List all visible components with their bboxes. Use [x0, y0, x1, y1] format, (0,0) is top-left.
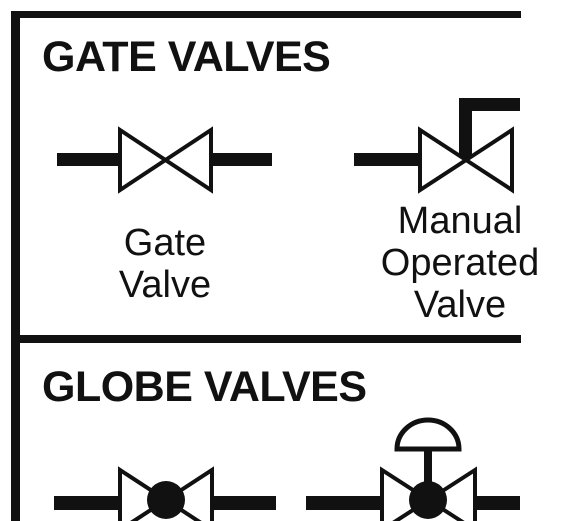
section-title-gate-valves: GATE VALVES — [42, 33, 331, 81]
section-title-globe-valves: GLOBE VALVES — [42, 363, 367, 411]
gate-valve-caption-line: Gate — [123, 222, 207, 264]
manual-valve-caption-line: Manual — [397, 200, 523, 242]
manual-valve-caption-line: Operated — [380, 242, 540, 284]
gate-valve-caption-line: Valve — [118, 264, 212, 306]
manual-valve-caption-line: Valve — [413, 284, 507, 326]
